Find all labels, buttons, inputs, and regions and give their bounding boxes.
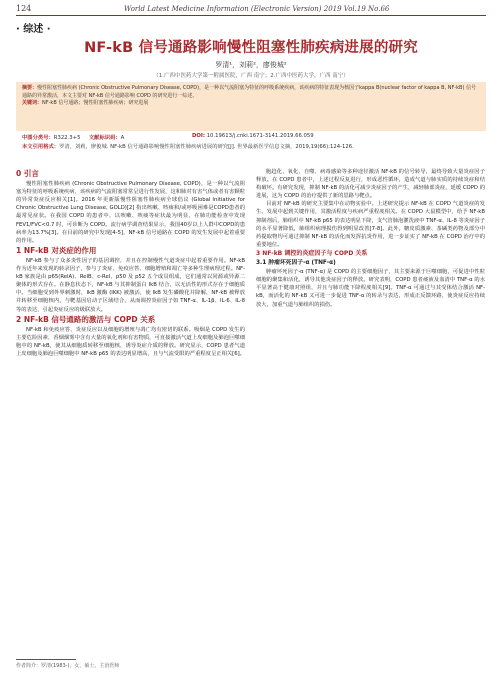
affiliation: （1.广西中医药大学第一附属医院，广西 南宁；2.广西中医药大学，广西 南宁） <box>153 73 349 79</box>
footnote-rule <box>16 659 76 660</box>
abstract-box <box>16 82 486 131</box>
abstract-label: 摘要： <box>22 85 38 91</box>
right-column <box>256 168 485 309</box>
cite-text: 罗清，刘莉，廖俊城. NF-kB 信号通路影响慢性阻塞性肺疾病进展的研究[J]. 世界最新医学信息文摘，2019,19(66):124-126. <box>59 144 354 150</box>
body-paragraph: 肿瘤坏死因子-α (TNF-α) 是 COPD 的主要细胞因子，其主要来源于巨噬细胞，可促进中性粒细胞的聚集和活化，诱导其他炎症因子的释放。研究表明，COPD 患者痰液及血清中 TNF-α 的水平显著高于健康对照组，并且与肺功能下降程度相关[9]。TNF-α 可通过与其受体结合激活 NF-kB，而活化的 NF-kB 又可进一步促进 TNF-α 的转录与表达，形成正反馈环路，使炎症反应持续放大，加重气道与肺组织的损伤。 <box>256 269 485 308</box>
doc-code-label: 文献标识码： <box>88 135 121 141</box>
keywords-label: 关键词： <box>22 100 43 107</box>
journal-title: World Latest Medicine Information (Electronic Version) 2019 Vol.19 No.66 <box>124 5 390 13</box>
author-bio-footnote: 作者简介：罗清(1983-)，女，硕士，主治医师 <box>16 663 120 669</box>
cite-label: 本文引用格式： <box>22 144 60 150</box>
section-tag: · 综述 · <box>16 24 51 35</box>
page-number: 124 <box>16 4 32 13</box>
header-rule <box>16 15 486 16</box>
body-paragraph: 目前对 NF-kB 的研究主要集中在动物实验中。上述研究提示 NF-kB 在 COPD 气道炎症的发生、发展中起到关键作用，其激活程度与疾病严重程度相关。在 COPD 大鼠模型中，给予 NF-kB 抑制剂后，肺组织中 NF-kB p65 的表达明显下降，支气管肺泡灌洗液中 TNF-α、IL-8 等炎症因子的水平显著降低，肺组织病理损伤得到明显改善[7-8]。此外，糖皮质激素、茶碱类药物及部分中药提取物均可通过抑制 NF-kB 的活化而发挥抗炎作用，进一步证实了 NF-kB 在 COPD 治疗中的重要地位。 <box>256 201 485 248</box>
doi-value[interactable]: 10.19613/j.cnki.1671-3141.2019.66.059 <box>206 133 314 139</box>
body-paragraph: NF-kB 和免疫应答、炎症反应以及细胞的增殖与凋亡均有密切的联系。吸烟是 COPD 发生的主要危险因素，香烟烟雾中含有大量的氧化剂和有害物质，可直接激活气道上皮细胞及肺泡巨噬细胞中的 NF-kB，使其从细胞质转移至细胞核，诱导炎症介质的释放。研究显示，COPD 患者气道上皮细胞及肺泡巨噬细胞中 NF-kB p65 的表达明显增高，且与气流受限的严重程度呈正相关[6]。 <box>16 326 245 357</box>
section-heading: 2 NF-kB 信号通路的激活与 COPD 关系 <box>16 314 156 324</box>
section-heading: 3.1 肿瘤坏死因子-α (TNF-α) <box>256 260 336 267</box>
abstract-text: 慢性阻塞性肺疾病 (Chronic Obstructive Pulmonary Disease, COPD)，是一种以气流阻塞为特征的呼吸系统疾病，该疾病的特征表现为核因子kappa B(nuclear factor of kappa B, NF-kB) 信号通路的异常激活，本文主要对 NF-kB 信号通路影响 COPD 的研究进行一综述。 <box>22 85 477 99</box>
section-heading: 1 NF-kB 对炎症的作用 <box>16 245 97 255</box>
section-heading: 0 引言 <box>16 169 39 178</box>
authors: 罗清¹，刘莉²，廖俊城² <box>215 61 287 69</box>
doi-label: DOI: <box>192 133 205 139</box>
left-column <box>16 168 245 358</box>
classification-line <box>22 133 486 141</box>
body-paragraph: 胞趋化、氧化、自噬、病毒感染等多种途径激活 NF-kB 的信号转导，最终导致大量炎症因子释放。在 COPD 患者中，上述过程反复进行，形成恶性循环，造成气道与肺实质的持续炎症和结构破坏。有研究发现，抑制 NF-kB 的活化可减少炎症因子的产生，减轻肺部炎症，延缓 COPD 的进展，这为 COPD 的治疗提供了新的思路与靶点。 <box>256 169 485 200</box>
body-paragraph: 慢性阻塞性肺疾病 (Chronic Obstructive Pulmonary Disease, COPD)，是一种以气流阻塞为特征的呼吸系统疾病，该疾病的气流阻塞常常呈进行性发展，这和肺对有害气体或者有害颗粒的异常炎症反应相关[1]。2016 年更新版慢性阻塞性肺疾病全球倡议 (Global Initiative for Chronic Obstructive Lung Disease, GOLD)[2] 指出咳嗽、咳痰和/或呼吸困难是COPD患者的最常见症状。在我国 COPD 的患者中，以咳嗽、咳痰等症状最为明显，在肺功能检查中发现 FEV1/FVC<0.7 时，可诊断为 COPD。流行病学调查结果显示，我国40岁以上人群中COPD的患病率为13.7%[3]。在目前的研究中发现[4-5]，NF-kB 信号通路在 COPD 的发生发展中起着重要的作用。 <box>16 181 245 244</box>
clc-label: 中图分类号： <box>22 135 54 141</box>
citation-line <box>22 142 486 150</box>
body-paragraph: NF-kB 参与了众多炎性因子的基因调控，并且在控制慢性气道炎症中起着重要作用。NF-kB 作为近年来发现的转录因子，参与了炎症、免疫应答、细胞增殖和凋亡等多种生理病理过程。NF-kB 家族是由 p65(RelA)、RelB、c-Rel、p50 及 p52 五个成员组成，它们通常以同源或异源二聚体的形式存在。在静息状态下，NF-kB 与其抑制蛋白 IkB 结合，以无活性的形式存在于细胞质中。当细胞受到外界刺激时，IkB 激酶 (IKK) 被激活，使 IkB 发生磷酸化并降解，NF-kB 被释放并转移至细胞核内，与靶基因启动子区域结合，从而调控炎症因子如 TNF-α、IL-1β、IL-6、IL-8 等的表达，引起炎症反应的级联放大。 <box>16 257 245 313</box>
clc-value: R322.3+5 <box>53 135 81 141</box>
doc-code-value: A <box>120 135 125 141</box>
article-title: NF-kB 信号通路影响慢性阻塞性肺疾病进展的研究 <box>84 40 418 56</box>
section-heading: 3 NF-kB 调控的炎症因子与 COPD 关系 <box>256 249 368 257</box>
keywords: NF-kB 信号通路；慢性阻塞性肺疾病；研究进展 <box>42 100 149 107</box>
